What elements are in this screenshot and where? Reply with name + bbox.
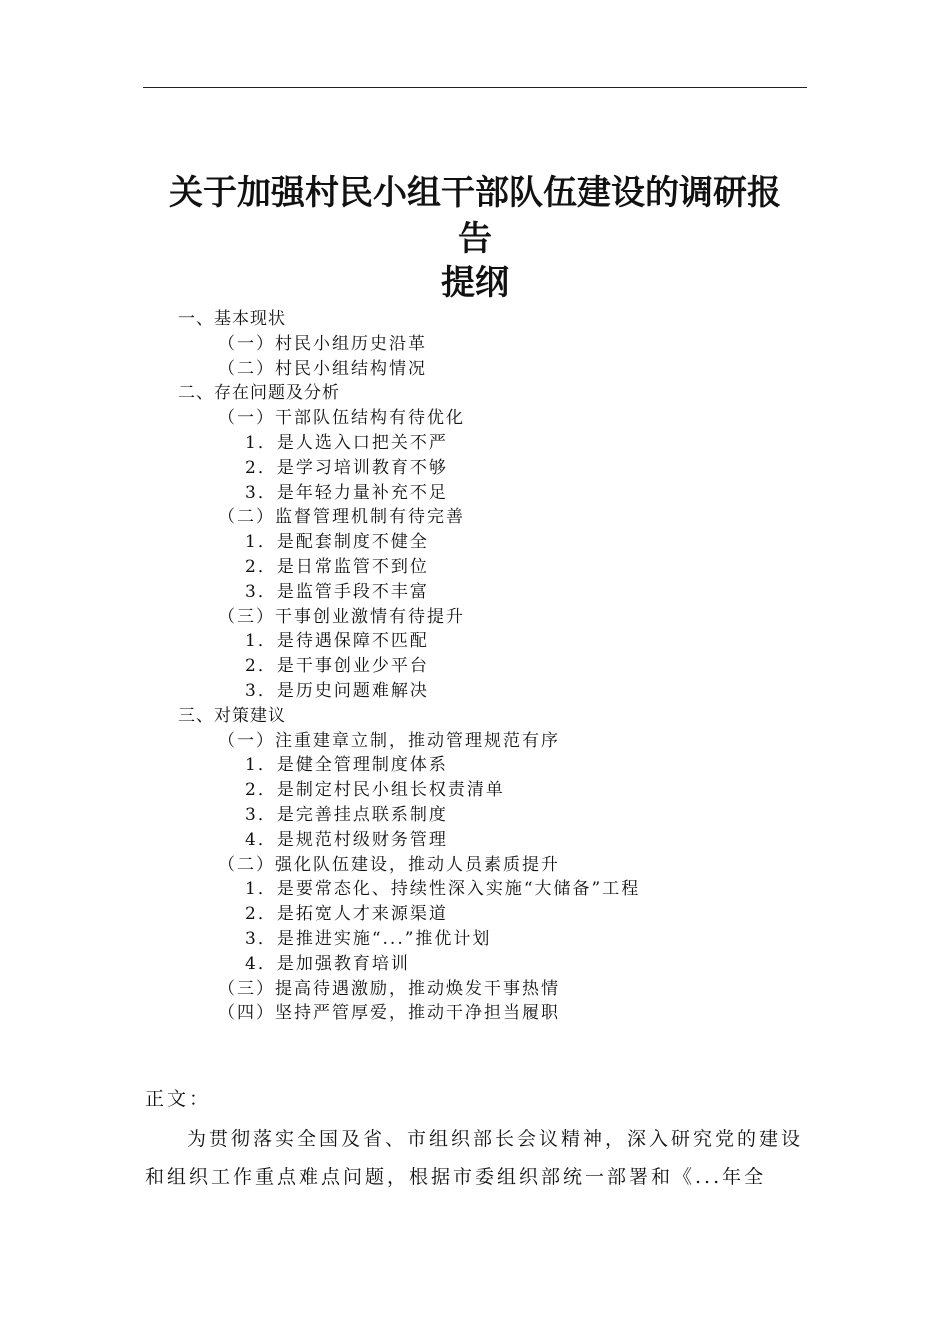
body-paragraph: 为贯彻落实全国及省、市组织部长会议精神，深入研究党的建设和组织工作重点难点问题，根据市委组织部统一部署和《...年全 [145, 1128, 804, 1188]
outline-item: 2．是日常监管不到位 [245, 557, 429, 577]
outline-item: 3．是完善挂点联系制度 [245, 805, 448, 825]
outline-heading: 二、存在问题及分析 [178, 383, 340, 404]
document-subtitle: 提纲 [441, 263, 509, 303]
outline-item: 1．是待遇保障不匹配 [245, 631, 429, 652]
document-title-continued: 告 [458, 219, 492, 259]
document-title: 关于加强村民小组干部队伍建设的调研报 [169, 173, 781, 213]
outline-item: 1．是要常态化、持续性深入实施“大储备”工程 [245, 879, 641, 900]
outline-item: 1．是配套制度不健全 [245, 532, 429, 553]
outline-subheading: （一）村民小组历史沿革 [218, 333, 427, 354]
outline-item: 4．是加强教育培训 [245, 953, 410, 974]
outline-item: 1．是人选入口把关不严 [245, 433, 448, 453]
outline-item: 4．是规范村级财务管理 [245, 829, 448, 850]
outline-subheading: （二）监督管理机制有待完善 [218, 507, 465, 528]
outline-subheading: （三）提高待遇激励，推动焕发干事热情 [218, 978, 560, 999]
outline-item: 3．是监管手段不丰富 [245, 581, 429, 602]
outline-heading: 一、基本现状 [178, 309, 286, 329]
outline-item: 1．是健全管理制度体系 [245, 755, 448, 776]
outline-item: 3．是年轻力量补充不足 [245, 482, 448, 503]
outline-item: 2．是干事创业少平台 [245, 656, 429, 677]
outline-item: 2．是学习培训教育不够 [245, 457, 448, 478]
outline-item: 2．是制定村民小组长权责清单 [245, 780, 505, 801]
body-label: 正文： [145, 1088, 212, 1110]
outline-subheading: （一）干部队伍结构有待优化 [218, 408, 465, 429]
outline-subheading: （一）注重建章立制，推动管理规范有序 [218, 730, 560, 751]
outline-subheading: （二）强化队伍建设，推动人员素质提升 [218, 854, 560, 875]
outline-subheading: （三）干事创业激情有待提升 [218, 606, 465, 627]
header-rule [143, 87, 807, 88]
outline-subheading: （四）坚持严管厚爱，推动干净担当履职 [218, 1003, 560, 1024]
outline-item: 2．是拓宽人才来源渠道 [245, 904, 448, 925]
outline-subheading: （二）村民小组结构情况 [218, 358, 427, 379]
outline-item: 3．是历史问题难解决 [245, 681, 429, 701]
outline-item: 3．是推进实施“...”推优计划 [245, 929, 492, 949]
outline-heading: 三、对策建议 [178, 705, 286, 726]
